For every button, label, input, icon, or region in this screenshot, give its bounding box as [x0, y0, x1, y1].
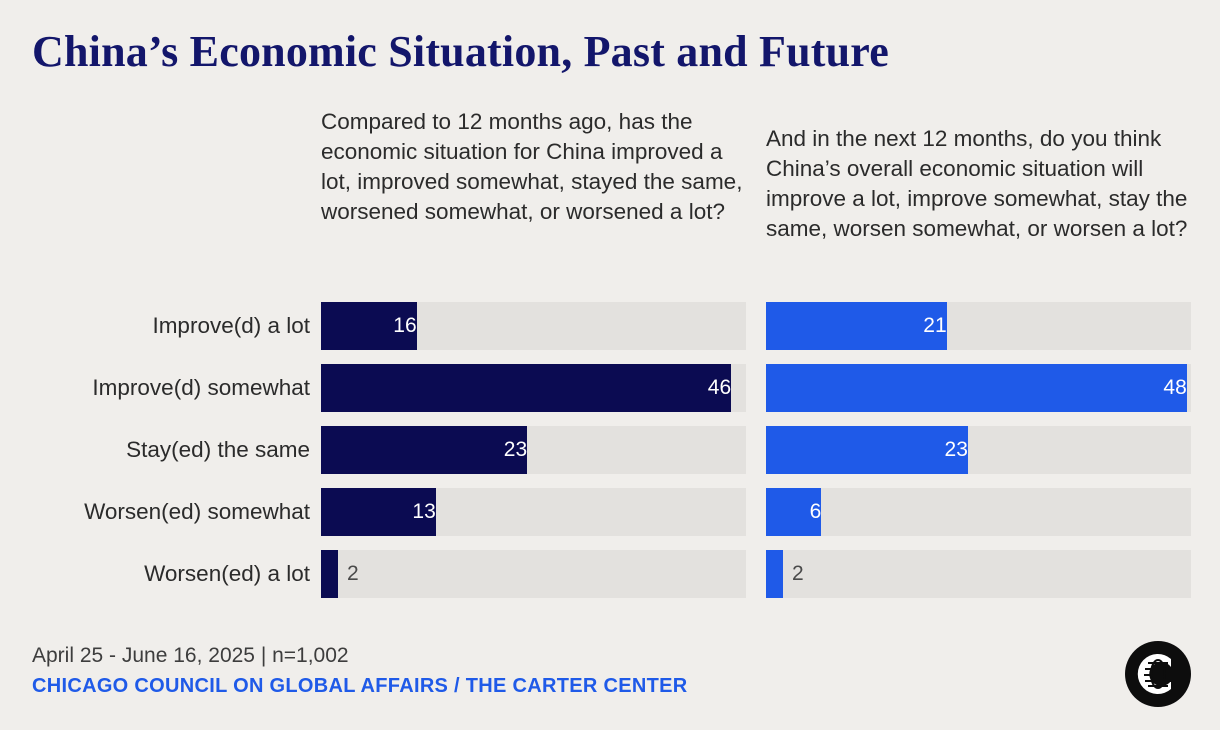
bar-past	[321, 550, 338, 598]
bar-value-future: 23	[944, 438, 968, 461]
bar-value-past: 13	[412, 500, 436, 523]
source-credit: CHICAGO COUNCIL ON GLOBAL AFFAIRS / THE CARTER CENTER	[32, 675, 688, 697]
category-label: Improve(d) a lot	[152, 313, 310, 338]
bar-track-future	[766, 426, 1191, 474]
bar-value-past: 23	[503, 438, 528, 461]
bar-track-past	[321, 364, 746, 412]
fieldwork-note: April 25 - June 16, 2025 | n=1,002	[32, 644, 349, 667]
bar-value-future: 48	[1163, 376, 1187, 399]
bar-future	[766, 550, 783, 598]
bar-track-future	[766, 364, 1191, 412]
chicago-council-logo-icon	[1124, 640, 1192, 708]
question-past: Compared to 12 months ago, has the economic situation for China improved a lot, improved somewhat, stayed the same, worsened somewhat, or worsened a lot?	[321, 109, 743, 224]
question-headers	[0, 107, 1220, 287]
bar-value-future: 6	[809, 500, 822, 523]
bar-value-past: 2	[347, 562, 359, 585]
bar-value-future: 21	[923, 314, 947, 337]
chart-row	[0, 357, 1220, 419]
chart-row	[0, 481, 1220, 543]
bar-value-future: 2	[792, 562, 804, 585]
chart-row	[0, 419, 1220, 481]
chart-row	[0, 543, 1220, 605]
bar-value-past: 16	[393, 314, 417, 337]
bar-value-past: 46	[707, 376, 732, 399]
bar-chart	[0, 295, 1220, 605]
page-title: China’s Economic Situation, Past and Future	[32, 27, 889, 76]
bar-track-future	[766, 488, 1191, 536]
bar-track-past	[321, 426, 746, 474]
question-future: And in the next 12 months, do you think China’s overall economic situation will improve a lot, improve somewhat, stay the same, worsen somewhat, or worsen a lot?	[766, 126, 1188, 241]
category-label: Worsen(ed) a lot	[144, 561, 310, 586]
bar-track-past	[321, 550, 746, 598]
category-label: Improve(d) somewhat	[92, 375, 310, 400]
chart-row	[0, 295, 1220, 357]
category-label: Worsen(ed) somewhat	[84, 499, 310, 524]
bar-track-past	[321, 488, 746, 536]
bar-track-future	[766, 550, 1191, 598]
bar-track-past	[321, 302, 746, 350]
bar-track-future	[766, 302, 1191, 350]
category-label: Stay(ed) the same	[126, 437, 310, 462]
